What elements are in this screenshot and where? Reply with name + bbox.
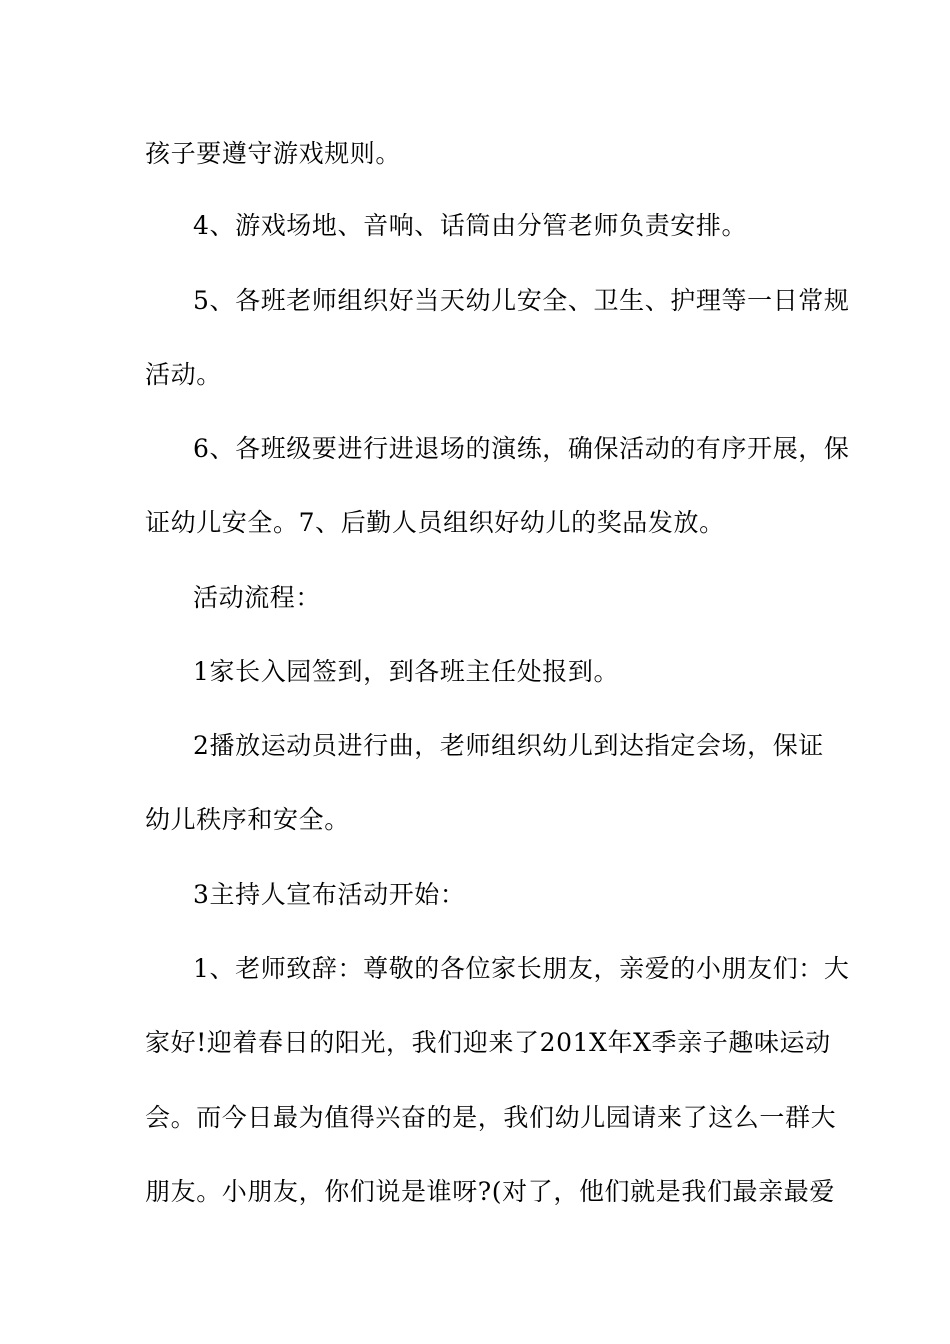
text-line: 1、老师致辞：尊敬的各位家长朋友，亲爱的小朋友们：大: [193, 954, 850, 983]
text-line: 1家长入园签到，到各班主任处报到。: [193, 657, 620, 686]
text-line: 2播放运动员进行曲，老师组织幼儿到达指定会场，保证: [193, 731, 824, 760]
text-line: 会。而今日最为值得兴奋的是，我们幼儿园请来了这么一群大: [145, 1103, 837, 1132]
text-line: 5、各班老师组织好当天幼儿安全、卫生、护理等一日常规: [193, 286, 850, 315]
text-line: 6、各班级要进行进退场的演练，确保活动的有序开展，保: [193, 434, 850, 463]
text-line: 幼儿秩序和安全。: [145, 805, 350, 834]
text-line: 家好!迎着春日的阳光，我们迎来了201X年X季亲子趣味运动: [145, 1028, 831, 1057]
text-line: 3主持人宣布活动开始：: [193, 880, 466, 909]
text-line: 朋友。小朋友，你们说是谁呀?(对了，他们就是我们最亲最爱: [145, 1177, 835, 1206]
text-line: 4、游戏场地、音响、话筒由分管老师负责安排。: [193, 211, 748, 240]
text-line: 证幼儿安全。7、后勤人员组织好幼儿的奖品发放。: [145, 508, 725, 537]
section-heading: 活动流程：: [193, 583, 322, 612]
text-line: 孩子要遵守游戏规则。: [145, 139, 402, 168]
text-line: 活动。: [145, 360, 222, 389]
